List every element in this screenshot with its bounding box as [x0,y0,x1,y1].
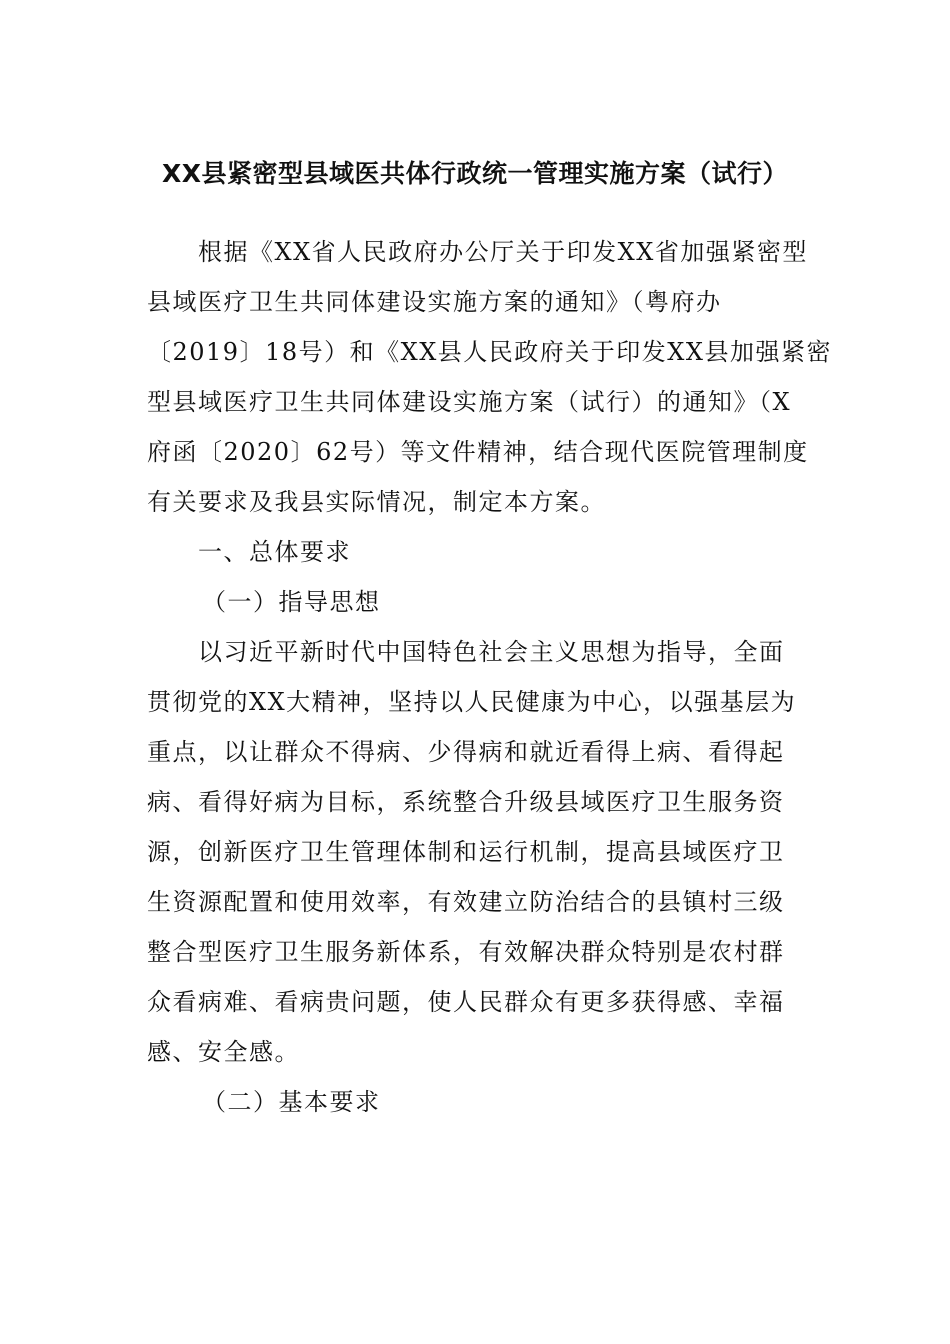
body-line: 重点，以让群众不得病、少得病和就近看得上病、看得起 [147,738,785,766]
body-line: 整合型医疗卫生服务新体系，有效解决群众特别是农村群 [147,938,785,966]
intro-line: 根据《XX省人民政府办公厅关于印发XX省加强紧密型 [198,238,808,266]
body-line: 感、安全感。 [147,1038,300,1066]
subsection-heading: （二）基本要求 [202,1088,381,1116]
body-line: 病、看得好病为目标，系统整合升级县域医疗卫生服务资 [147,788,785,816]
intro-line: 〔2019〕18号）和《XX县人民政府关于印发XX县加强紧密 [147,338,832,366]
intro-line: 型县域医疗卫生共同体建设实施方案（试行）的通知》（X [147,388,792,416]
body-line: 贯彻党的XX大精神，坚持以人民健康为中心，以强基层为 [147,688,797,716]
document-title: XX县紧密型县域医共体行政统一管理实施方案（试行） [161,159,789,188]
subsection-heading: （一）指导思想 [202,588,381,616]
section-heading: 一、总体要求 [198,538,351,566]
body-line: 生资源配置和使用效率，有效建立防治结合的县镇村三级 [147,888,785,916]
intro-line: 县域医疗卫生共同体建设实施方案的通知》（粤府办 [147,288,722,316]
body-line: 源，创新医疗卫生管理体制和运行机制，提高县域医疗卫 [147,838,785,866]
intro-line: 有关要求及我县实际情况，制定本方案。 [147,488,606,516]
body-line: 众看病难、看病贵问题，使人民群众有更多获得感、幸福 [147,988,785,1016]
intro-line: 府函〔2020〕62号）等文件精神，结合现代医院管理制度 [147,438,809,466]
body-line: 以习近平新时代中国特色社会主义思想为指导，全面 [198,638,785,666]
